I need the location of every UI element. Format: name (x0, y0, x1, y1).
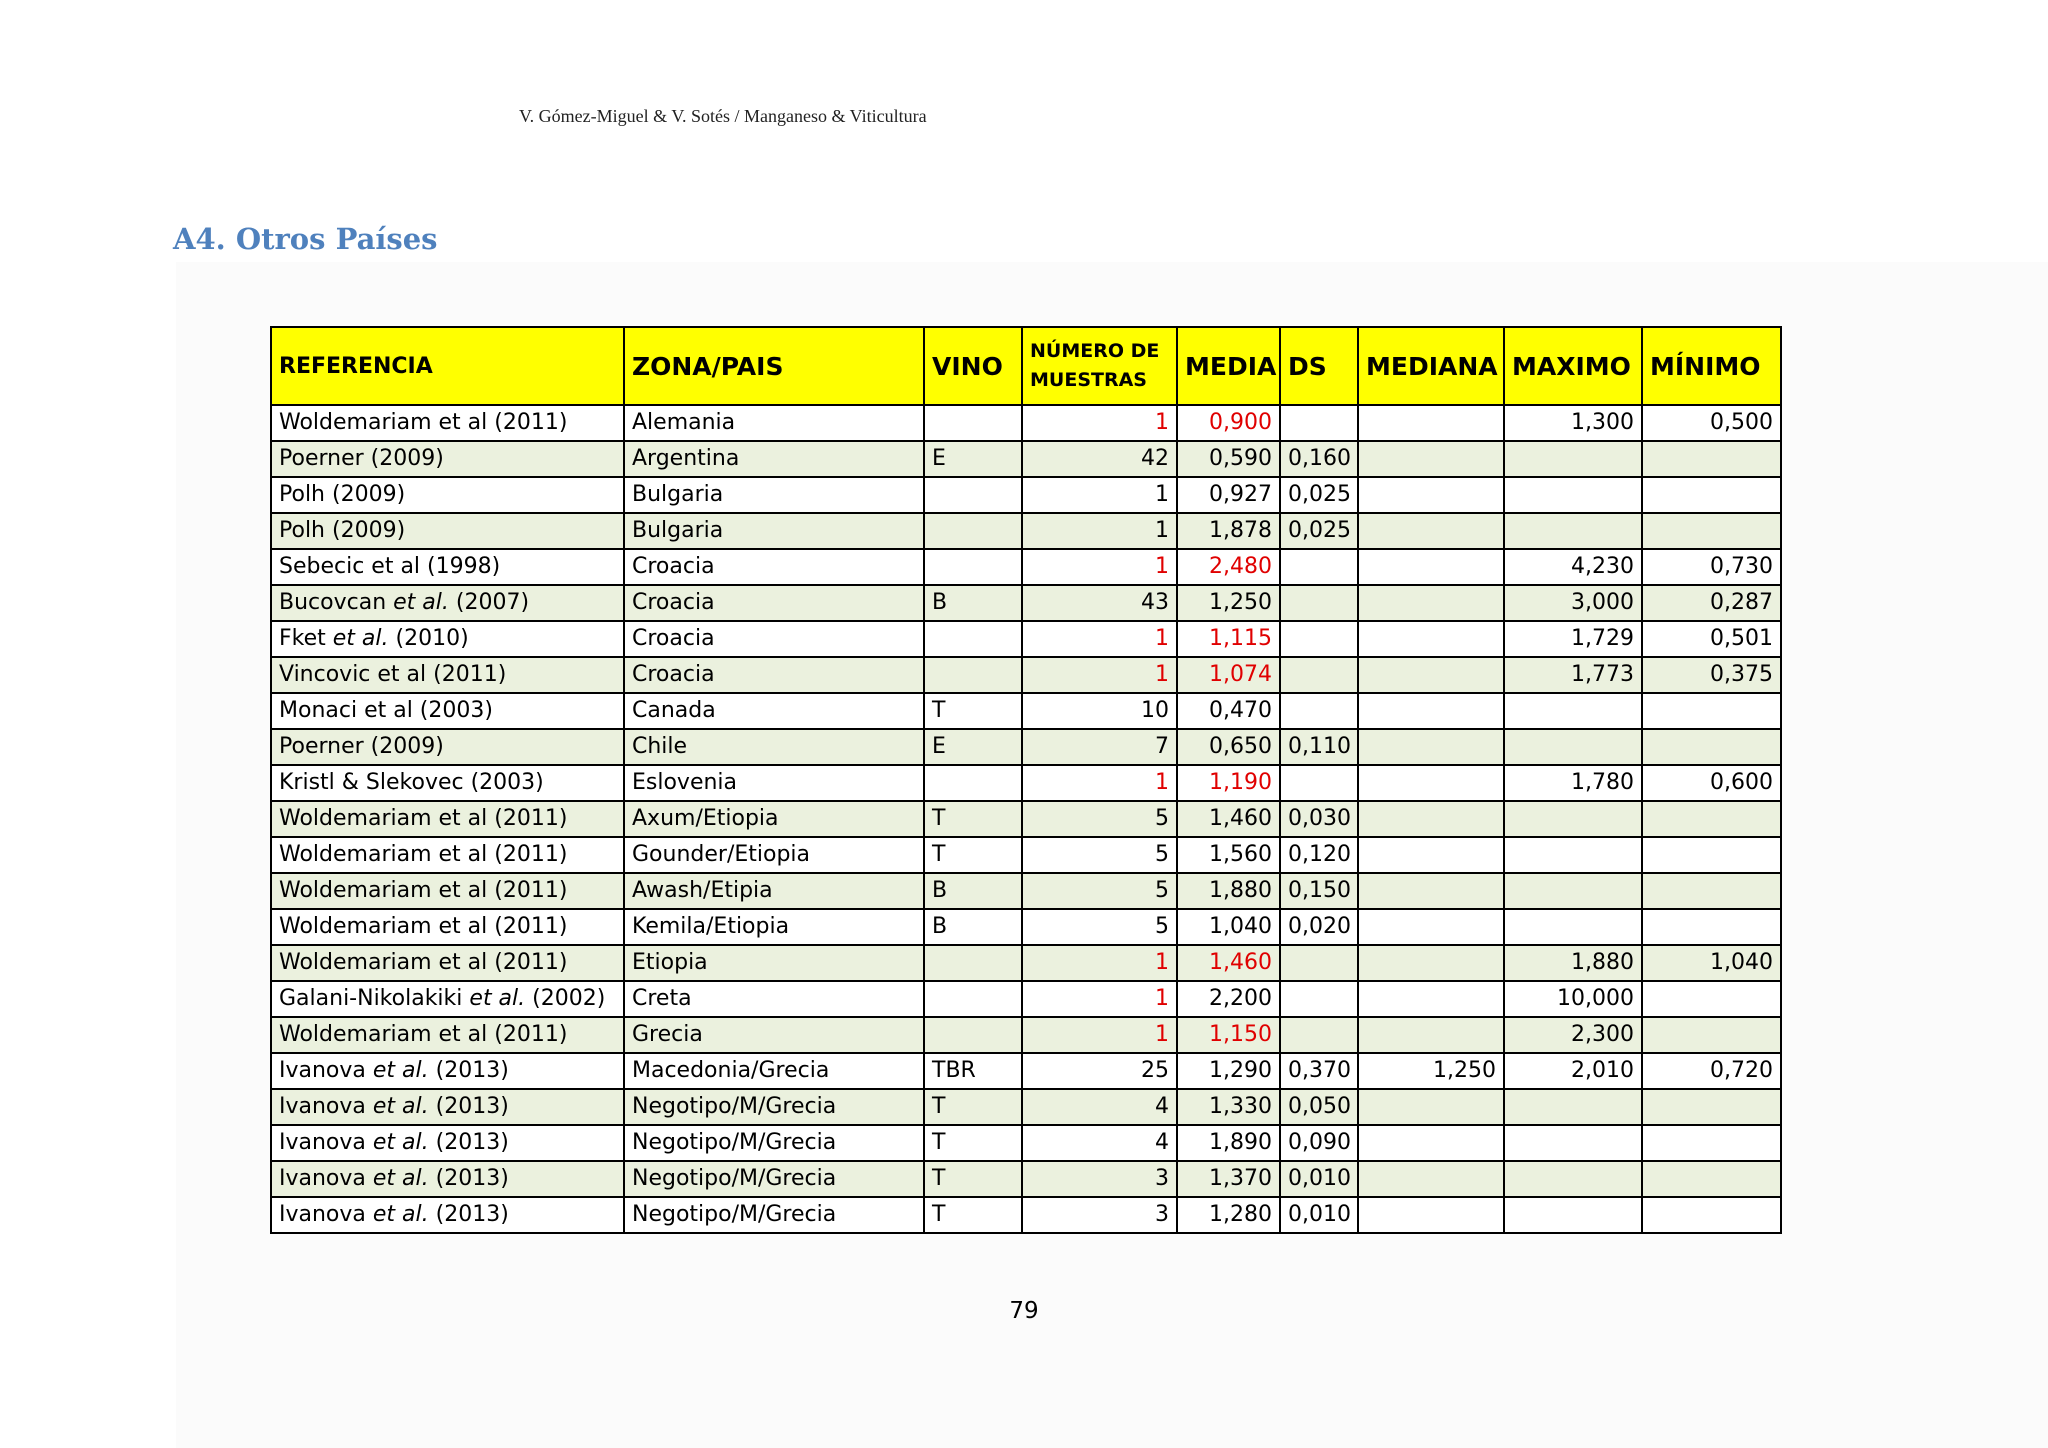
cell-media: 1,150 (1177, 1017, 1280, 1053)
col-header-media: MEDIA (1177, 327, 1280, 405)
ref-text-part: Poerner (2009) (279, 734, 444, 759)
cell-maximo: 1,729 (1504, 621, 1642, 657)
cell-media: 1,290 (1177, 1053, 1280, 1089)
cell-mediana (1358, 909, 1504, 945)
cell-zona: Argentina (624, 441, 924, 477)
ref-text-part: Kristl & Slekovec (2003) (279, 770, 544, 795)
ref-text-part: Ivanova (279, 1058, 373, 1083)
cell-mediana (1358, 477, 1504, 513)
col-header-maximo: MAXIMO (1504, 327, 1642, 405)
cell-media: 0,470 (1177, 693, 1280, 729)
cell-minimo (1642, 873, 1781, 909)
cell-maximo (1504, 1197, 1642, 1233)
cell-referencia (271, 729, 624, 765)
col-header-ds: DS (1280, 327, 1358, 405)
cell-zona: Alemania (624, 405, 924, 441)
cell-mediana (1358, 585, 1504, 621)
ref-text-part: (2013) (428, 1166, 509, 1191)
cell-minimo (1642, 513, 1781, 549)
cell-muestras: 25 (1022, 1053, 1177, 1089)
table-row (271, 981, 1781, 1017)
cell-ds (1280, 405, 1358, 441)
cell-media: 1,250 (1177, 585, 1280, 621)
cell-vino: T (924, 801, 1022, 837)
cell-vino (924, 549, 1022, 585)
cell-muestras: 1 (1022, 477, 1177, 513)
cell-vino (924, 1017, 1022, 1053)
cell-referencia (271, 909, 624, 945)
cell-muestras: 5 (1022, 801, 1177, 837)
cell-mediana (1358, 765, 1504, 801)
cell-minimo (1642, 1161, 1781, 1197)
ref-text-part: Sebecic et al (1998) (279, 554, 501, 579)
cell-referencia (271, 873, 624, 909)
cell-referencia (271, 477, 624, 513)
table-row (271, 1125, 1781, 1161)
cell-ds: 0,025 (1280, 513, 1358, 549)
cell-vino (924, 765, 1022, 801)
cell-zona: Etiopia (624, 945, 924, 981)
table-row (271, 945, 1781, 981)
col-header-minimo: MÍNIMO (1642, 327, 1781, 405)
cell-ds: 0,020 (1280, 909, 1358, 945)
cell-muestras: 5 (1022, 909, 1177, 945)
cell-ds: 0,050 (1280, 1089, 1358, 1125)
cell-mediana (1358, 1197, 1504, 1233)
cell-minimo (1642, 981, 1781, 1017)
cell-ds: 0,110 (1280, 729, 1358, 765)
table-row (271, 909, 1781, 945)
ref-italic-part: et al. (372, 1094, 429, 1119)
cell-ds (1280, 693, 1358, 729)
cell-zona: Kemila/Etiopia (624, 909, 924, 945)
cell-muestras: 1 (1022, 981, 1177, 1017)
cell-muestras: 42 (1022, 441, 1177, 477)
cell-muestras: 1 (1022, 405, 1177, 441)
cell-ds: 0,370 (1280, 1053, 1358, 1089)
col-header-vino: VINO (924, 327, 1022, 405)
cell-referencia (271, 1089, 624, 1125)
cell-muestras: 5 (1022, 837, 1177, 873)
cell-ds: 0,120 (1280, 837, 1358, 873)
cell-minimo: 0,500 (1642, 405, 1781, 441)
cell-muestras: 1 (1022, 549, 1177, 585)
cell-vino (924, 981, 1022, 1017)
cell-maximo: 2,300 (1504, 1017, 1642, 1053)
cell-mediana (1358, 837, 1504, 873)
ref-italic-part: et al. (393, 590, 449, 615)
ref-text-part: Woldemariam et al (2011) (279, 914, 568, 939)
cell-ds: 0,025 (1280, 477, 1358, 513)
cell-referencia (271, 1017, 624, 1053)
cell-mediana (1358, 1125, 1504, 1161)
cell-media: 2,200 (1177, 981, 1280, 1017)
cell-vino: E (924, 729, 1022, 765)
cell-maximo (1504, 1125, 1642, 1161)
cell-media: 1,460 (1177, 801, 1280, 837)
cell-muestras: 3 (1022, 1197, 1177, 1233)
cell-media: 1,330 (1177, 1089, 1280, 1125)
cell-maximo (1504, 729, 1642, 765)
cell-minimo (1642, 1089, 1781, 1125)
cell-referencia (271, 1125, 624, 1161)
ref-italic-part: et al. (372, 1202, 429, 1227)
ref-text-part: Woldemariam et al (2011) (279, 806, 568, 831)
cell-referencia (271, 513, 624, 549)
ref-text-part: (2010) (388, 626, 469, 651)
col-header-mediana: MEDIANA (1358, 327, 1504, 405)
cell-referencia (271, 765, 624, 801)
ref-text-part: Ivanova (279, 1130, 373, 1155)
cell-minimo: 0,720 (1642, 1053, 1781, 1089)
cell-minimo: 0,375 (1642, 657, 1781, 693)
cell-media: 1,878 (1177, 513, 1280, 549)
cell-referencia (271, 801, 624, 837)
table-row (271, 801, 1781, 837)
ref-italic-part: et al. (372, 1166, 429, 1191)
cell-zona: Grecia (624, 1017, 924, 1053)
cell-ds: 0,010 (1280, 1197, 1358, 1233)
cell-referencia (271, 549, 624, 585)
ref-text-part: (2013) (428, 1058, 509, 1083)
cell-vino: B (924, 909, 1022, 945)
cell-vino: T (924, 1197, 1022, 1233)
table-row (271, 837, 1781, 873)
cell-media: 1,890 (1177, 1125, 1280, 1161)
cell-mediana (1358, 549, 1504, 585)
ref-text-part: Woldemariam et al (2011) (279, 878, 568, 903)
table-row (271, 621, 1781, 657)
cell-mediana (1358, 657, 1504, 693)
cell-ds (1280, 585, 1358, 621)
cell-referencia (271, 657, 624, 693)
cell-minimo (1642, 477, 1781, 513)
cell-vino (924, 405, 1022, 441)
cell-referencia (271, 1161, 624, 1197)
cell-maximo: 2,010 (1504, 1053, 1642, 1089)
cell-mediana (1358, 405, 1504, 441)
cell-muestras: 1 (1022, 513, 1177, 549)
cell-zona: Creta (624, 981, 924, 1017)
ref-text-part: Polh (2009) (279, 482, 406, 507)
cell-maximo (1504, 801, 1642, 837)
cell-vino (924, 657, 1022, 693)
cell-ds (1280, 945, 1358, 981)
cell-vino: E (924, 441, 1022, 477)
cell-ds: 0,150 (1280, 873, 1358, 909)
cell-ds: 0,090 (1280, 1125, 1358, 1161)
table-row (271, 1017, 1781, 1053)
cell-muestras: 1 (1022, 765, 1177, 801)
ref-text-part: Fket (279, 626, 333, 651)
ref-text-part: Polh (2009) (279, 518, 406, 543)
cell-muestras: 1 (1022, 1017, 1177, 1053)
cell-ds (1280, 765, 1358, 801)
col-header-muestras (1022, 327, 1177, 405)
cell-media: 0,650 (1177, 729, 1280, 765)
page-number: 79 (1009, 1298, 1039, 1324)
cell-minimo (1642, 441, 1781, 477)
cell-minimo (1642, 1197, 1781, 1233)
cell-minimo: 0,600 (1642, 765, 1781, 801)
cell-mediana (1358, 729, 1504, 765)
cell-maximo: 1,780 (1504, 765, 1642, 801)
cell-vino (924, 513, 1022, 549)
cell-mediana (1358, 693, 1504, 729)
cell-muestras: 3 (1022, 1161, 1177, 1197)
cell-muestras: 10 (1022, 693, 1177, 729)
cell-mediana (1358, 1089, 1504, 1125)
cell-minimo (1642, 1017, 1781, 1053)
cell-muestras: 1 (1022, 657, 1177, 693)
ref-text-part: Ivanova (279, 1202, 373, 1227)
cell-mediana (1358, 513, 1504, 549)
ref-text-part: Poerner (2009) (279, 446, 444, 471)
ref-text-part: (2013) (428, 1202, 509, 1227)
cell-referencia (271, 621, 624, 657)
cell-vino: T (924, 1089, 1022, 1125)
ref-text-part: Woldemariam et al (2011) (279, 1022, 568, 1047)
manganese-data-table (270, 326, 1782, 1234)
cell-minimo: 0,730 (1642, 549, 1781, 585)
cell-zona: Canada (624, 693, 924, 729)
table-row (271, 693, 1781, 729)
table-row (271, 873, 1781, 909)
ref-italic-part: et al. (372, 1058, 429, 1083)
table-row (271, 441, 1781, 477)
cell-vino: T (924, 693, 1022, 729)
cell-media: 0,900 (1177, 405, 1280, 441)
cell-vino: T (924, 1125, 1022, 1161)
ref-text-part: Galani-Nikolakiki (279, 986, 470, 1011)
cell-mediana (1358, 1161, 1504, 1197)
cell-mediana (1358, 801, 1504, 837)
cell-zona: Awash/Etipia (624, 873, 924, 909)
cell-ds: 0,160 (1280, 441, 1358, 477)
cell-zona: Eslovenia (624, 765, 924, 801)
cell-maximo (1504, 477, 1642, 513)
cell-vino (924, 477, 1022, 513)
cell-media: 2,480 (1177, 549, 1280, 585)
cell-ds: 0,010 (1280, 1161, 1358, 1197)
cell-zona: Bulgaria (624, 477, 924, 513)
ref-text-part: (2002) (525, 986, 606, 1011)
cell-media: 1,040 (1177, 909, 1280, 945)
cell-zona: Gounder/Etiopia (624, 837, 924, 873)
col-header-muestras-line2: MUESTRAS (1030, 369, 1147, 391)
cell-maximo: 10,000 (1504, 981, 1642, 1017)
cell-muestras: 43 (1022, 585, 1177, 621)
cell-mediana (1358, 873, 1504, 909)
cell-mediana (1358, 1017, 1504, 1053)
table-row (271, 1197, 1781, 1233)
cell-media: 1,280 (1177, 1197, 1280, 1233)
cell-zona: Croacia (624, 585, 924, 621)
cell-minimo (1642, 693, 1781, 729)
ref-text-part: (2013) (428, 1094, 509, 1119)
cell-mediana (1358, 945, 1504, 981)
ref-text-part: Ivanova (279, 1094, 373, 1119)
cell-ds (1280, 657, 1358, 693)
cell-maximo: 1,880 (1504, 945, 1642, 981)
cell-zona: Macedonia/Grecia (624, 1053, 924, 1089)
cell-zona: Croacia (624, 621, 924, 657)
table-row (271, 765, 1781, 801)
cell-minimo (1642, 729, 1781, 765)
table-row (271, 477, 1781, 513)
cell-minimo: 0,501 (1642, 621, 1781, 657)
table-row (271, 585, 1781, 621)
cell-ds (1280, 1017, 1358, 1053)
ref-italic-part: et al. (372, 1130, 429, 1155)
cell-referencia (271, 693, 624, 729)
cell-mediana (1358, 981, 1504, 1017)
cell-muestras: 1 (1022, 945, 1177, 981)
cell-vino (924, 621, 1022, 657)
cell-zona: Croacia (624, 549, 924, 585)
cell-zona: Negotipo/M/Grecia (624, 1125, 924, 1161)
cell-ds: 0,030 (1280, 801, 1358, 837)
col-header-zona: ZONA/PAIS (624, 327, 924, 405)
cell-media: 1,460 (1177, 945, 1280, 981)
cell-vino (924, 945, 1022, 981)
cell-media: 0,927 (1177, 477, 1280, 513)
table-row (271, 657, 1781, 693)
cell-maximo: 4,230 (1504, 549, 1642, 585)
cell-minimo: 0,287 (1642, 585, 1781, 621)
cell-referencia (271, 981, 624, 1017)
cell-maximo (1504, 693, 1642, 729)
cell-minimo (1642, 1125, 1781, 1161)
cell-minimo (1642, 837, 1781, 873)
cell-ds (1280, 981, 1358, 1017)
cell-minimo: 1,040 (1642, 945, 1781, 981)
cell-muestras: 4 (1022, 1089, 1177, 1125)
cell-ds (1280, 549, 1358, 585)
cell-mediana: 1,250 (1358, 1053, 1504, 1089)
col-header-muestras-line1: NÚMERO DE (1030, 340, 1160, 362)
cell-media: 1,370 (1177, 1161, 1280, 1197)
cell-media: 1,074 (1177, 657, 1280, 693)
cell-muestras: 7 (1022, 729, 1177, 765)
cell-maximo: 3,000 (1504, 585, 1642, 621)
ref-text-part: (2007) (448, 590, 530, 615)
cell-muestras: 5 (1022, 873, 1177, 909)
cell-referencia (271, 585, 624, 621)
cell-referencia (271, 1197, 624, 1233)
table-row (271, 729, 1781, 765)
running-header: V. Gómez-Miguel & V. Sotés / Manganeso & Viticultura (519, 106, 927, 126)
table-row (271, 549, 1781, 585)
table-row (271, 1161, 1781, 1197)
cell-ds (1280, 621, 1358, 657)
ref-text-part: Woldemariam et al (2011) (279, 842, 568, 867)
table-row (271, 513, 1781, 549)
cell-maximo (1504, 1161, 1642, 1197)
cell-zona: Negotipo/M/Grecia (624, 1161, 924, 1197)
cell-maximo (1504, 441, 1642, 477)
ref-text-part: (2013) (428, 1130, 509, 1155)
cell-zona: Negotipo/M/Grecia (624, 1089, 924, 1125)
cell-referencia (271, 405, 624, 441)
ref-text-part: Monaci et al (2003) (279, 698, 493, 723)
table-body (271, 405, 1781, 1233)
cell-muestras: 4 (1022, 1125, 1177, 1161)
col-header-referencia: REFERENCIA (271, 327, 624, 405)
ref-text-part: Vincovic et al (2011) (279, 662, 507, 687)
cell-media: 1,880 (1177, 873, 1280, 909)
table-header-row (271, 327, 1781, 405)
cell-media: 1,190 (1177, 765, 1280, 801)
section-title: A4. Otros Países (173, 222, 438, 256)
cell-vino: TBR (924, 1053, 1022, 1089)
ref-text-part: Ivanova (279, 1166, 373, 1191)
cell-maximo (1504, 1089, 1642, 1125)
cell-media: 1,115 (1177, 621, 1280, 657)
cell-zona: Croacia (624, 657, 924, 693)
cell-minimo (1642, 909, 1781, 945)
ref-italic-part: et al. (332, 626, 389, 651)
cell-zona: Axum/Etiopia (624, 801, 924, 837)
cell-zona: Chile (624, 729, 924, 765)
cell-maximo (1504, 513, 1642, 549)
ref-italic-part: et al. (469, 986, 526, 1011)
cell-muestras: 1 (1022, 621, 1177, 657)
cell-maximo (1504, 837, 1642, 873)
cell-vino: B (924, 873, 1022, 909)
cell-referencia (271, 945, 624, 981)
cell-referencia (271, 837, 624, 873)
cell-zona: Negotipo/M/Grecia (624, 1197, 924, 1233)
cell-maximo (1504, 873, 1642, 909)
cell-referencia (271, 441, 624, 477)
cell-zona: Bulgaria (624, 513, 924, 549)
cell-vino: T (924, 1161, 1022, 1197)
cell-media: 0,590 (1177, 441, 1280, 477)
cell-vino: B (924, 585, 1022, 621)
cell-mediana (1358, 621, 1504, 657)
ref-text-part: Woldemariam et al (2011) (279, 950, 568, 975)
ref-text-part: Bucovcan (279, 590, 394, 615)
table-row (271, 1053, 1781, 1089)
cell-vino: T (924, 837, 1022, 873)
table-row (271, 405, 1781, 441)
cell-maximo: 1,300 (1504, 405, 1642, 441)
cell-media: 1,560 (1177, 837, 1280, 873)
cell-mediana (1358, 441, 1504, 477)
cell-maximo (1504, 909, 1642, 945)
cell-minimo (1642, 801, 1781, 837)
cell-maximo: 1,773 (1504, 657, 1642, 693)
table-row (271, 1089, 1781, 1125)
cell-referencia (271, 1053, 624, 1089)
ref-text-part: Woldemariam et al (2011) (279, 410, 568, 435)
